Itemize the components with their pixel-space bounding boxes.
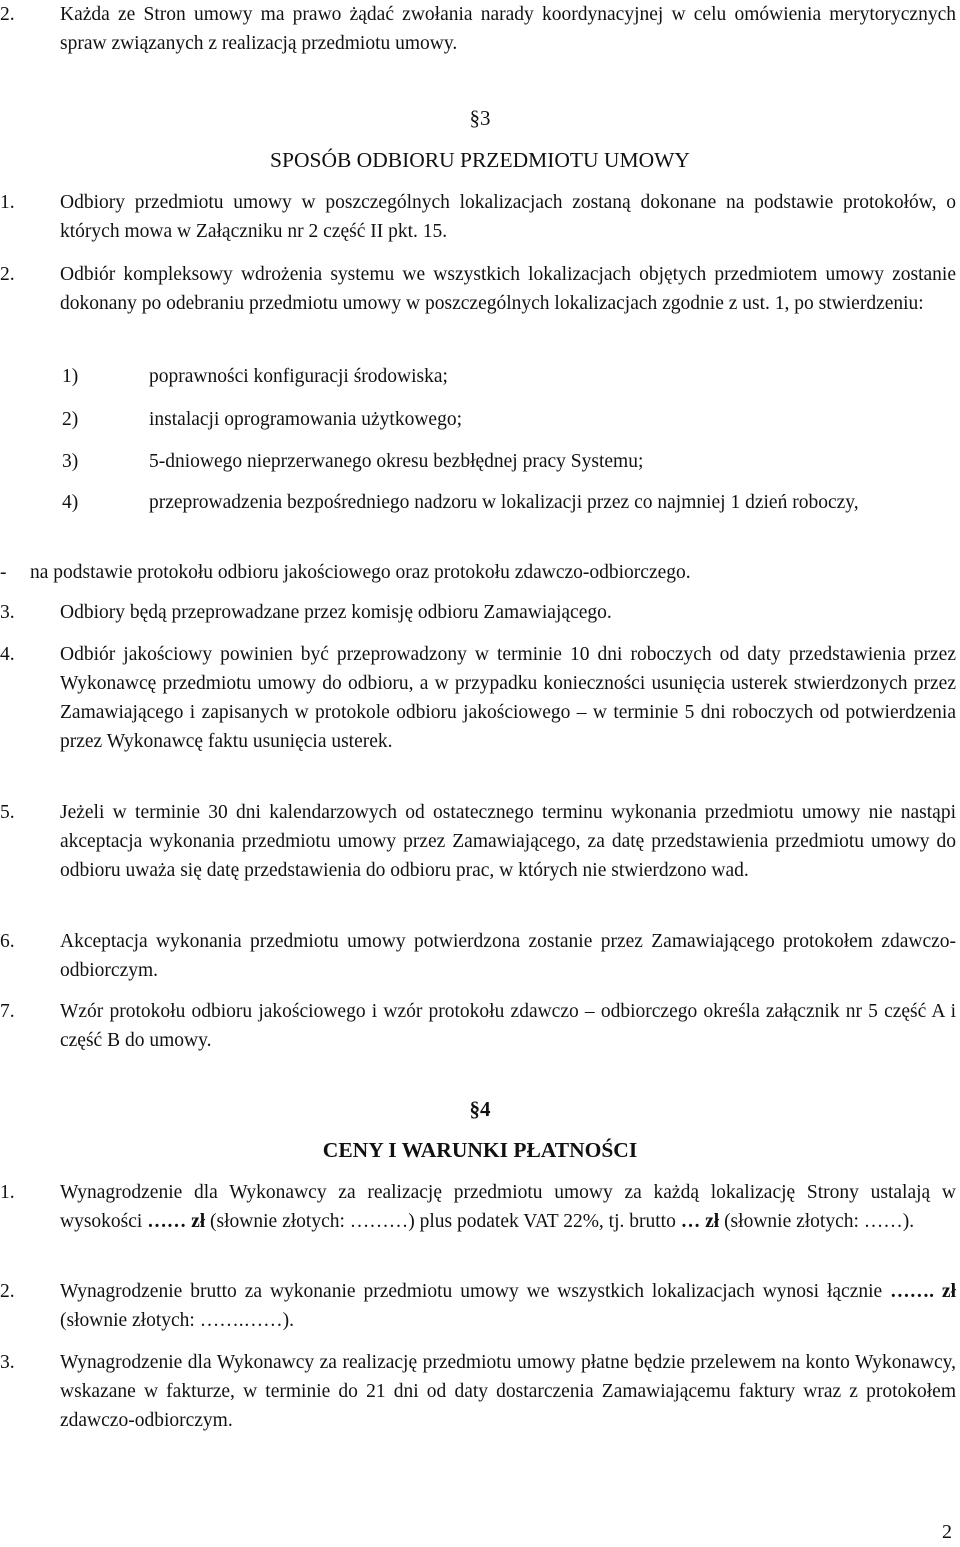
amount-placeholder: ……. zł (890, 1281, 956, 1302)
amount-placeholder: … zł (680, 1211, 720, 1232)
section-3-paragraph-4 (0, 640, 956, 756)
page-number: 2 (942, 1521, 952, 1543)
sub-item-text: instalacji oprogramowania użytkowego; (149, 409, 462, 430)
section-4-paragraph-1 (0, 1178, 956, 1236)
sub-item-number: 4) (62, 492, 79, 513)
paragraph-number: 4. (0, 644, 15, 665)
paragraph-number: 5. (0, 802, 15, 823)
paragraph-text: Wzór protokołu odbioru jakościowego i wzór protokołu zdawczo – odbiorczego określa załącznik nr 5 część A i część B do umowy. (60, 1001, 956, 1051)
section-4-title: CENY I WARUNKI PŁATNOŚCI (322, 1138, 638, 1162)
section-4-paragraph-3 (0, 1348, 956, 1435)
section-3-paragraph-6 (0, 927, 956, 985)
dash-item (0, 558, 956, 587)
paragraph-text-part: (słownie złotych: ………) plus podatek VAT 22%, tj. brutto (205, 1211, 681, 1232)
paragraph-text: Odbiór jakościowy powinien być przeprowadzony w terminie 10 dni roboczych od daty przedstawienia przez Wykonawcę przedmiotu umowy do odbioru, a w przypadku konieczności usunięcia usterek stwierdzonych przez Zamawiającego i zapisanych w protokole odbioru jakościowego – w terminie 5 dni roboczych od potwierdzenia przez Wykonawcę faktu usunięcia usterek. (60, 644, 956, 752)
paragraph-number: 3. (0, 602, 15, 623)
paragraph-number: 1. (0, 192, 15, 213)
sub-item-3 (62, 447, 956, 476)
dash-mark: - (0, 562, 7, 583)
section-3-paragraph-5 (0, 798, 956, 885)
paragraph-number: 6. (0, 931, 15, 952)
section-4-number: §4 (469, 1097, 491, 1121)
dash-text: na podstawie protokołu odbioru jakościowego oraz protokołu zdawczo-odbiorczego. (30, 562, 691, 583)
paragraph-number: 2. (0, 264, 15, 285)
amount-placeholder: …… zł (147, 1211, 206, 1232)
sub-item-text: przeprowadzenia bezpośredniego nadzoru w lokalizacji przez co najmniej 1 dzień roboczy, (149, 492, 859, 513)
section-3-paragraph-2 (0, 260, 956, 318)
sub-item-text: poprawności konfiguracji środowiska; (149, 366, 448, 387)
paragraph-number: 7. (0, 1001, 15, 1022)
sub-item-2 (62, 405, 956, 434)
paragraph-text: Jeżeli w terminie 30 dni kalendarzowych od ostatecznego terminu wykonania przedmiotu umowy nie nastąpi akceptacja wykonania przedmiotu umowy przez Zamawiającego, za datę przedstawienia przedmiotu umowy do odbioru uważa się datę przedstawienia do odbioru prac, w których nie stwierdzono wad. (60, 802, 956, 881)
paragraph-text-part: (słownie złotych: ……). (719, 1211, 915, 1232)
paragraph-number: 1. (0, 1182, 15, 1203)
paragraph-number: 2. (0, 1281, 15, 1302)
paragraph-text: Odbiory będą przeprowadzane przez komisję odbioru Zamawiającego. (60, 602, 612, 623)
paragraph-number: 2. (0, 4, 15, 25)
sub-item-number: 1) (62, 366, 79, 387)
paragraph-number: 3. (0, 1352, 15, 1373)
section-3-paragraph-3 (0, 598, 956, 627)
sub-item-number: 3) (62, 451, 79, 472)
sub-item-text: 5-dniowego nieprzerwanego okresu bezbłędnej pracy Systemu; (149, 451, 644, 472)
paragraph-text: Odbiory przedmiotu umowy w poszczególnych lokalizacjach zostaną dokonane na podstawie protokołów, o których mowa w Załączniku nr 2 część II pkt. 15. (60, 192, 956, 242)
section-3-number: §3 (469, 106, 491, 130)
paragraph-text: Każda ze Stron umowy ma prawo żądać zwołania narady koordynacyjnej w celu omówienia merytorycznych spraw związanych z realizacją przedmiotu umowy. (60, 4, 956, 54)
section-4-paragraph-2 (0, 1277, 956, 1335)
section-3-paragraph-1 (0, 188, 956, 246)
paragraph-text (60, 1178, 956, 1236)
paragraph-text (60, 1277, 956, 1335)
section-3-title: SPOSÓB ODBIORU PRZEDMIOTU UMOWY (270, 148, 690, 172)
paragraph-text-part: Wynagrodzenie brutto za wykonanie przedmiotu umowy we wszystkich lokalizacjach wynosi łącznie (60, 1281, 891, 1302)
paragraph-text-part: Wynagrodzenie dla Wykonawcy za realizację przedmiotu umowy za każdą lokalizację Strony ustalają w wysokości (60, 1182, 956, 1232)
paragraph-2-top (0, 0, 956, 58)
paragraph-text: Odbiór kompleksowy wdrożenia systemu we wszystkich lokalizacjach objętych przedmiotem umowy zostanie dokonany po odebraniu przedmiotu umowy w poszczególnych lokalizacjach zgodnie z ust. 1, po stwierdzeniu: (60, 264, 956, 314)
paragraph-text-part: (słownie złotych: …….……). (60, 1310, 294, 1331)
paragraph-text: Akceptacja wykonania przedmiotu umowy potwierdzona zostanie przez Zamawiającego protokołem zdawczo-odbiorczym. (60, 931, 956, 981)
sub-item-number: 2) (62, 409, 79, 430)
sub-item-1 (62, 362, 956, 391)
sub-item-4 (62, 488, 956, 517)
paragraph-text: Wynagrodzenie dla Wykonawcy za realizację przedmiotu umowy płatne będzie przelewem na konto Wykonawcy, wskazane w fakturze, w terminie do 21 dni od daty dostarczenia Zamawiającemu faktury wraz z protokołem zdawczo-odbiorczym. (60, 1352, 956, 1431)
section-3-paragraph-7 (0, 997, 956, 1055)
